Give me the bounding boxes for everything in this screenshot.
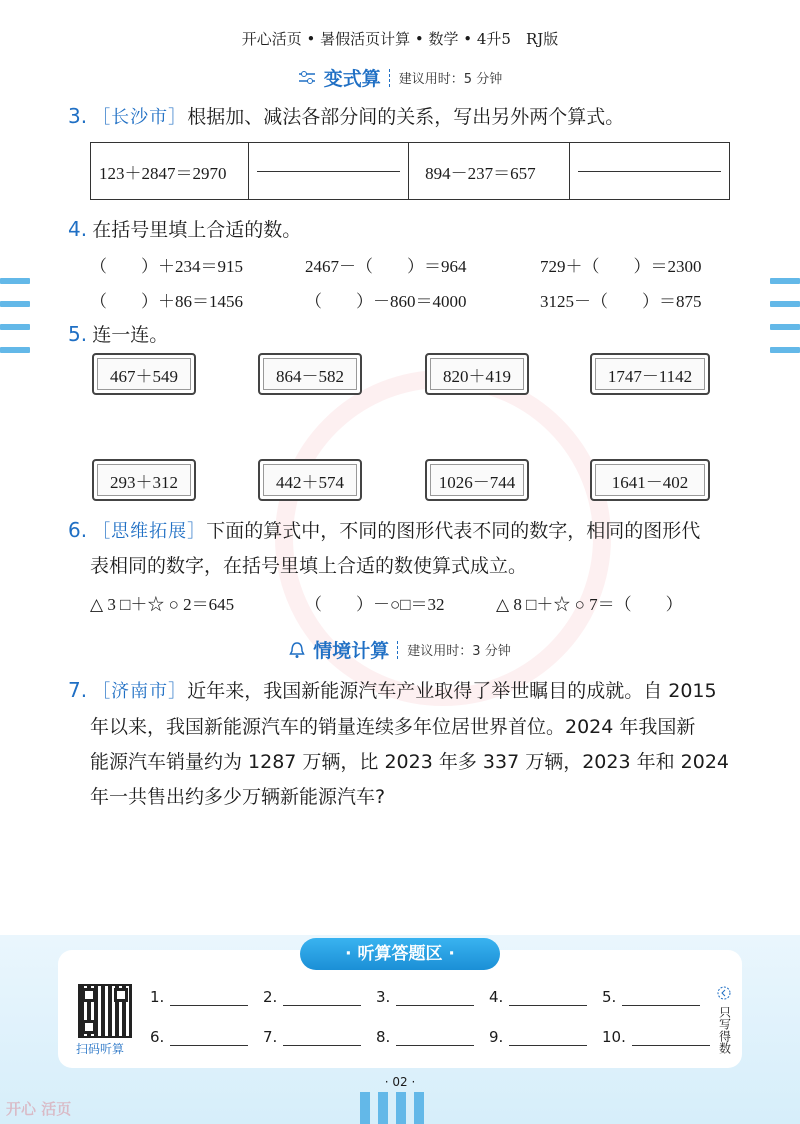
answer-slot[interactable]: 5.	[602, 988, 700, 1006]
fill-item[interactable]: 3125－（ ）＝875	[540, 292, 702, 311]
binding-tabs	[360, 1092, 424, 1124]
question-7	[68, 676, 717, 703]
fill-item[interactable]: （ ）－860＝4000	[305, 292, 467, 311]
shape-equation[interactable]: （ ）－○□＝32	[305, 595, 445, 614]
sound-icon	[717, 986, 731, 1000]
section-name: 情境计算	[313, 640, 390, 662]
question-6	[68, 516, 700, 543]
question-number: 5.	[68, 322, 88, 346]
section-variant-title	[0, 64, 800, 91]
match-card-bottom[interactable]: 293＋312	[92, 459, 196, 501]
match-card-bottom[interactable]: 442＋574	[258, 459, 362, 501]
match-card-bottom[interactable]: 1026－744	[425, 459, 529, 501]
suggested-time: 建议用时：5 分钟	[398, 72, 503, 87]
qr-code[interactable]	[78, 984, 132, 1038]
answers-only-note: 只写得数	[716, 985, 732, 1054]
match-card-top[interactable]: 1747－1142	[590, 353, 710, 395]
answer-slot[interactable]: 1.	[150, 988, 248, 1006]
answer-slot[interactable]: 7.	[263, 1028, 361, 1046]
answer-slot[interactable]: 3.	[376, 988, 474, 1006]
left-side-bars	[0, 278, 30, 370]
question-4	[68, 215, 301, 242]
question-text: 根据加、减法各部分间的关系，写出另外两个算式。	[187, 106, 625, 128]
question-text-cont: 能源汽车销量约为 1287 万辆，比 2023 年多 337 万辆，2023 年和 2024	[90, 751, 729, 773]
question-number: 7.	[68, 678, 88, 702]
question-text-cont: 表相同的数字，在括号里填上合适的数使算式成立。	[90, 555, 528, 577]
section-name: 变式算	[323, 68, 381, 90]
sliders-icon	[298, 70, 316, 86]
match-card-top[interactable]: 864－582	[258, 353, 362, 395]
question-number: 3.	[68, 104, 88, 128]
bell-icon	[289, 641, 305, 659]
question-number: 4.	[68, 217, 88, 241]
question-text: 近年来，我国新能源汽车产业取得了举世瞩目的成就。自 2015	[187, 680, 717, 702]
brand-logo: 开心 活页	[6, 1100, 72, 1118]
answer-slot[interactable]: 8.	[376, 1028, 474, 1046]
fill-item[interactable]: 729＋（ ）＝2300	[540, 257, 702, 276]
match-card-top[interactable]: 820＋419	[425, 353, 529, 395]
answer-cell[interactable]	[569, 143, 729, 200]
match-card-bottom[interactable]: 1641－402	[590, 459, 710, 501]
page-header: 开心活页 • 暑假活页计算 • 数学 • 4升5 RJ版	[241, 30, 559, 48]
source-tag: ［济南市］	[92, 681, 188, 702]
answer-slot[interactable]: 9.	[489, 1028, 587, 1046]
question-text: 下面的算式中，不同的图形代表不同的数字，相同的图形代	[206, 520, 701, 542]
qr-label: 扫码听算	[76, 1042, 125, 1056]
answer-cell[interactable]	[249, 143, 409, 200]
question-text-cont: 年一共售出约多少万辆新能源汽车?	[90, 786, 386, 808]
right-side-bars	[770, 278, 800, 370]
question-text-cont: 年以来，我国新能源汽车的销量连续多年位居世界首位。2024 年我国新	[90, 716, 696, 738]
equation-cell: 894－237＝657	[409, 143, 570, 200]
shape-equation[interactable]: △ 3 □＋☆ ○ 2＝645	[90, 595, 235, 614]
equation-cell: 123＋2847＝2970	[91, 143, 249, 200]
answer-slot[interactable]: 6.	[150, 1028, 248, 1046]
question-number: 6.	[68, 518, 88, 542]
source-tag: ［思维拓展］	[92, 521, 207, 542]
question-5	[68, 320, 168, 347]
suggested-time: 建议用时：3 分钟	[407, 644, 511, 659]
listening-area-title: · 听算答题区 ·	[300, 938, 500, 970]
question-3	[68, 102, 624, 129]
section-context-title	[0, 636, 800, 663]
fill-item[interactable]: （ ）＋234＝915	[90, 257, 243, 276]
answer-slot[interactable]: 10.	[602, 1028, 710, 1046]
match-card-top[interactable]: 467＋549	[92, 353, 196, 395]
fill-item[interactable]: （ ）＋86＝1456	[90, 292, 243, 311]
equation-table	[90, 142, 730, 200]
shape-equation[interactable]: △ 8 □＋☆ ○ 7＝（ ）	[496, 595, 683, 614]
source-tag: ［长沙市］	[92, 107, 188, 128]
answer-slot[interactable]: 4.	[489, 988, 587, 1006]
question-text: 在括号里填上合适的数。	[92, 219, 302, 241]
question-text: 连一连。	[92, 324, 169, 346]
page-number: · 02 ·	[384, 1075, 416, 1089]
answer-slot[interactable]: 2.	[263, 988, 361, 1006]
fill-item[interactable]: 2467－（ ）＝964	[305, 257, 467, 276]
